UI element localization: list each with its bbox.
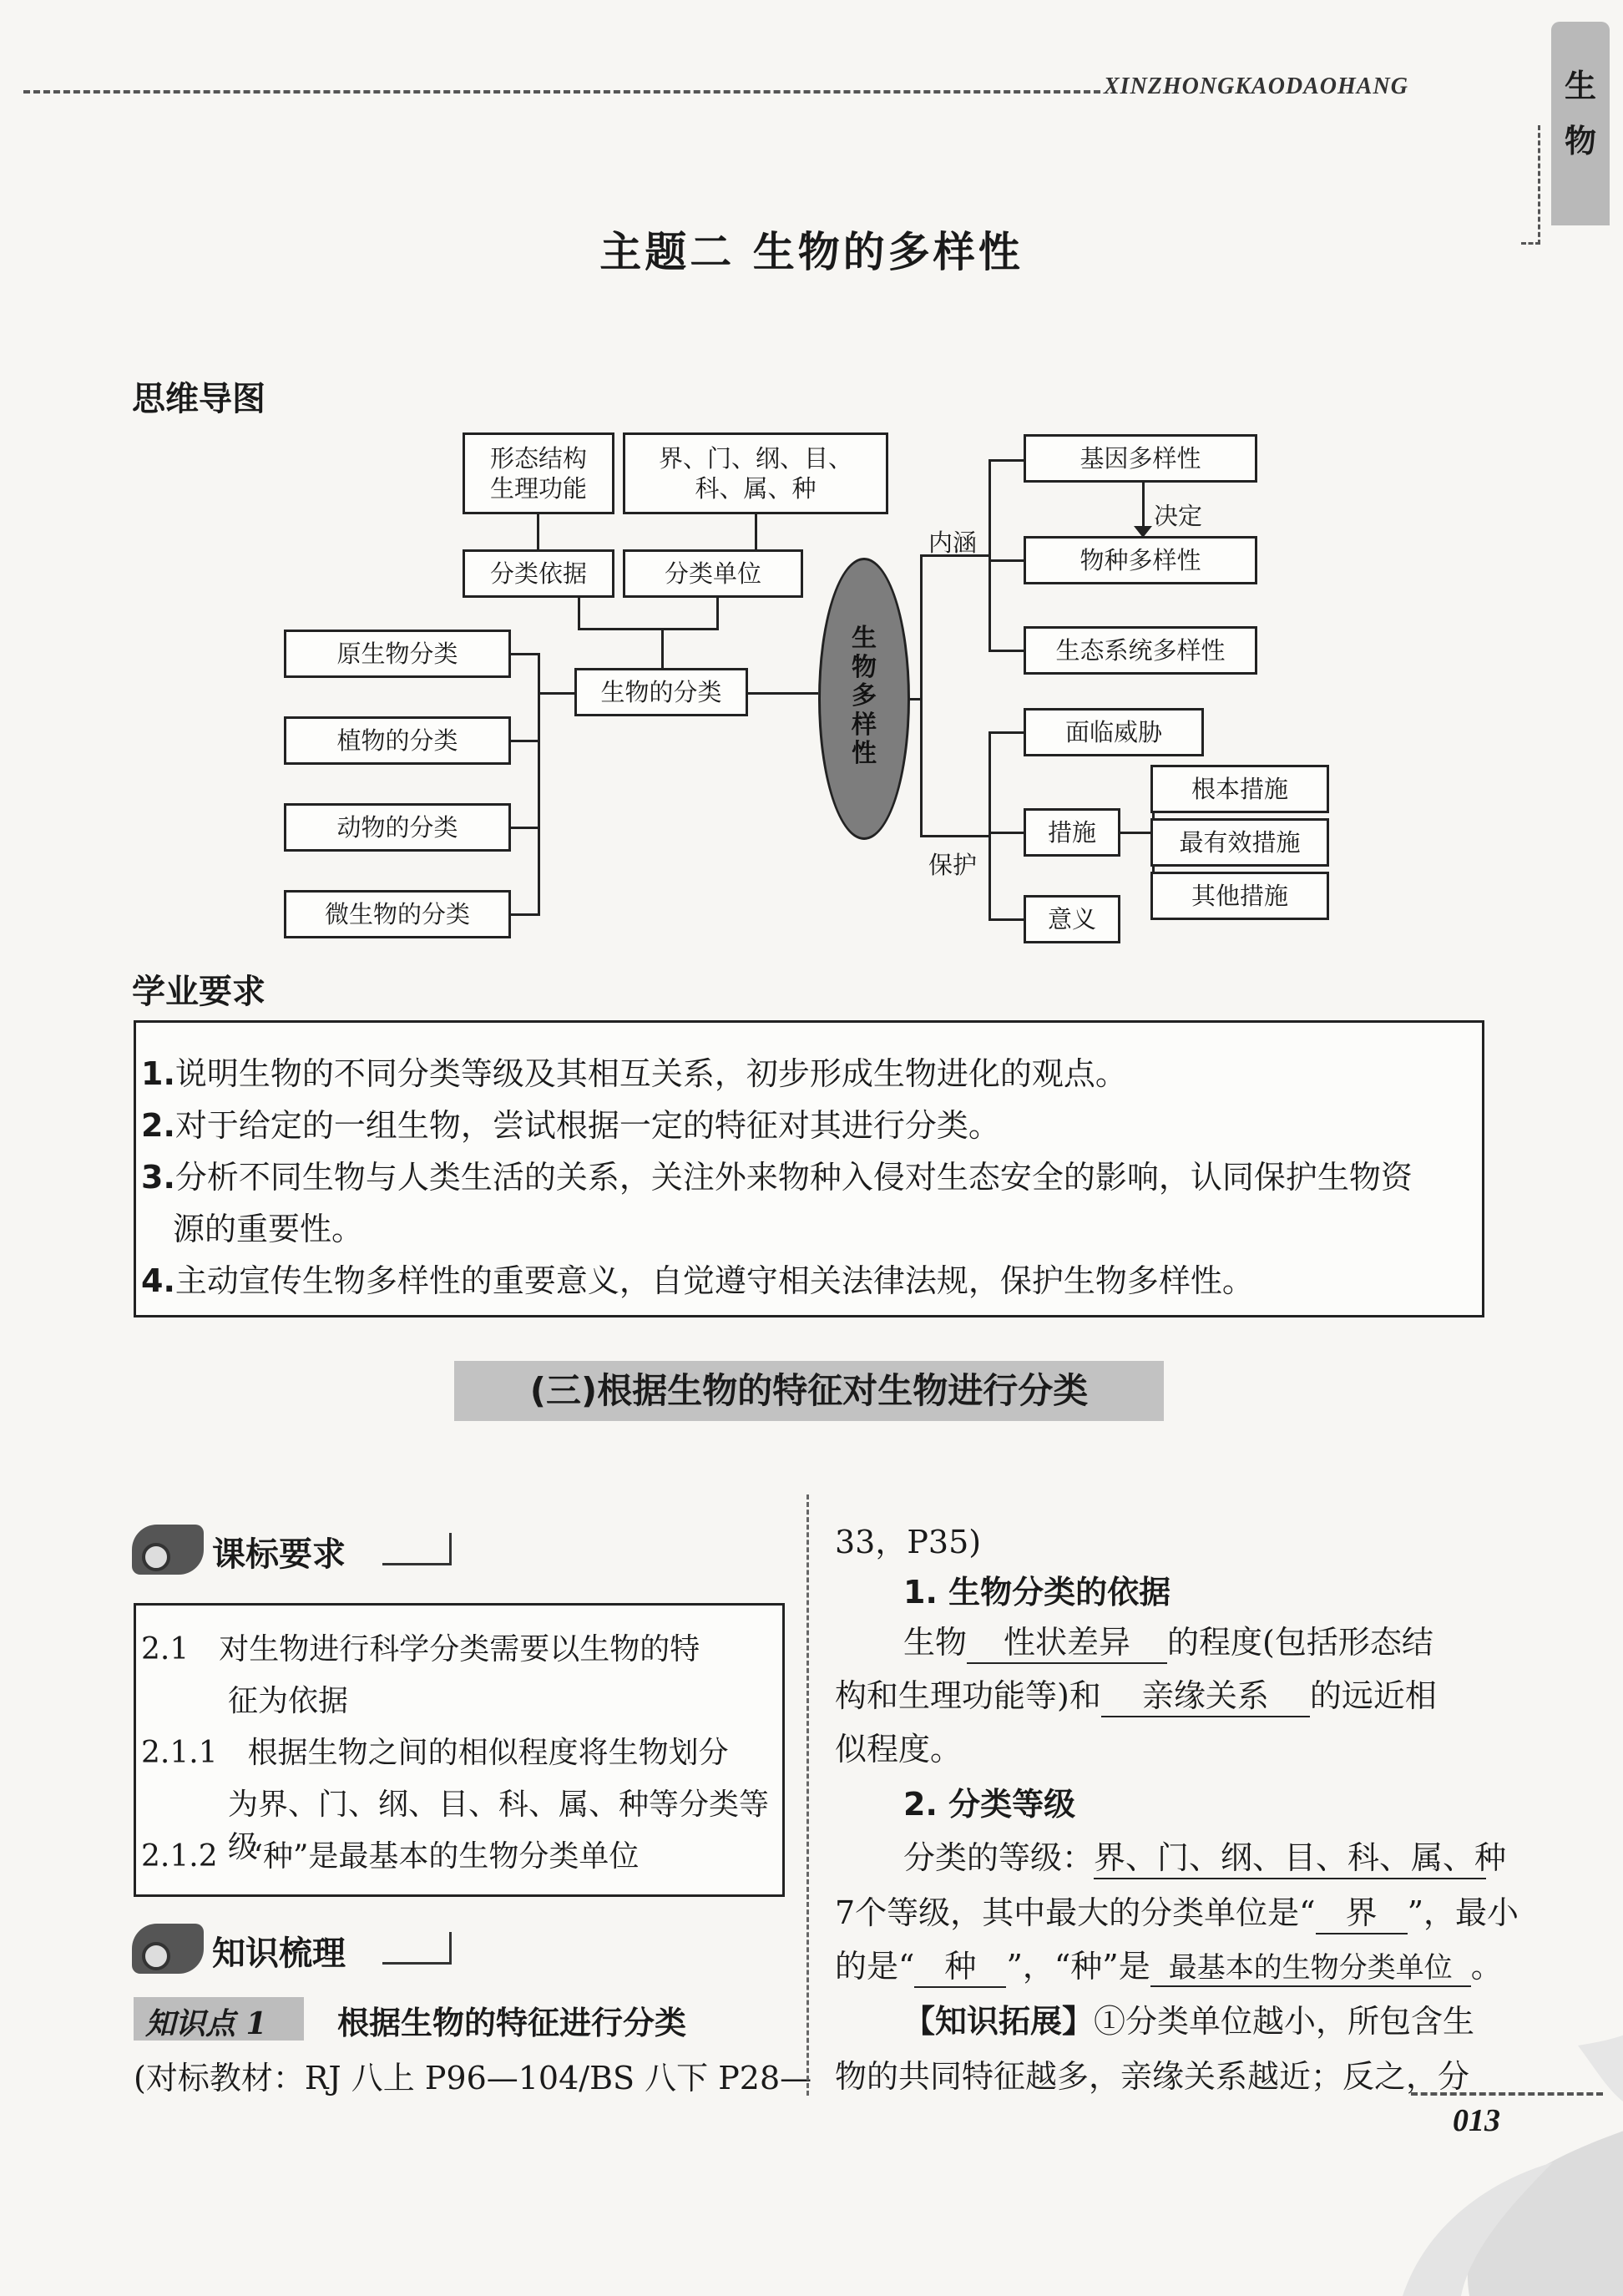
textbook-reference: (对标教材：RJ 八上 P96—104/BS 八下 P28— xyxy=(134,2060,812,2096)
header-pinyin: XINZHONGKAODAOHANG xyxy=(1104,73,1408,99)
box-most-effective-measure: 最有效措施 xyxy=(1150,818,1329,867)
requirement-2: 2.对于给定的一组生物，尝试根据一定的特征对其进行分类。 xyxy=(141,1107,1000,1144)
subject-tab xyxy=(1551,22,1610,225)
arrow-icon xyxy=(382,1932,452,1965)
box-basis-items: 形态结构 生理功能 xyxy=(463,432,614,514)
line-5: 7个等级，其中最大的分类单位是“ 界 ”，最小 xyxy=(835,1887,1519,1934)
box-left-item-4: 微生物的分类 xyxy=(284,890,511,938)
answer-largest-unit: 界 xyxy=(1316,1887,1408,1934)
mindmap-heading: 思维导图 xyxy=(132,380,265,418)
book-icon xyxy=(132,1525,204,1575)
page-number: 013 xyxy=(1453,2103,1500,2138)
line-7: 【知识拓展】①分类单位越小，所包含生 xyxy=(903,2003,1475,2040)
box-measures: 措施 xyxy=(1024,808,1120,857)
requirement-3: 3.分析不同生物与人类生活的关系，关注外来物种入侵对生态安全的影响，认同保护生物资 xyxy=(141,1159,1413,1196)
standard-2-1-1: 2.1.1 根据生物之间的相似程度将生物划分 xyxy=(141,1736,729,1770)
box-ecosystem-diversity: 生态系统多样性 xyxy=(1024,626,1257,675)
standard-2-1: 2.1 对生物进行科学分类需要以生物的特 xyxy=(141,1632,700,1666)
box-left-item-2: 植物的分类 xyxy=(284,716,511,765)
textbook-reference-cont: 33，P35) xyxy=(835,1524,982,1560)
knowledge-badge xyxy=(132,1924,466,1977)
standards-heading: 课标要求 xyxy=(212,1535,346,1574)
column-divider xyxy=(806,1494,809,2096)
subject-tab-char-1: 生 xyxy=(1564,68,1596,104)
standards-box xyxy=(134,1603,785,1897)
center-label xyxy=(818,625,910,769)
box-classification: 生物的分类 xyxy=(574,668,748,716)
line-4: 分类的等级：界、门、纲、目、科、属、种 xyxy=(903,1832,1486,1879)
label-decides: 决定 xyxy=(1154,502,1203,530)
requirement-1: 1.说明生物的不同分类等级及其相互关系，初步形成生物进化的观点。 xyxy=(141,1055,1127,1092)
knowledge-heading: 知识梳理 xyxy=(212,1934,346,1973)
heading-classification-basis: 1. 生物分类的依据 xyxy=(903,1574,1171,1611)
answer-levels: 界、门、纲、目、科、属、种 xyxy=(1094,1832,1486,1879)
standard-2-1-1-cont: 为界、门、纲、目、科、属、种等分类等级 xyxy=(228,1788,770,1864)
box-threat: 面临威胁 xyxy=(1024,708,1204,756)
answer-smallest-unit: 种 xyxy=(914,1940,1006,1988)
answer-kinship: 亲缘关系 xyxy=(1101,1670,1310,1717)
knowledge-point-label: 知识点 1 xyxy=(134,1997,304,2041)
center-label-chars: 生物多样性 xyxy=(852,624,877,768)
knowledge-point-title: 根据生物的特征进行分类 xyxy=(337,2005,687,2041)
label-connotation: 内涵 xyxy=(928,528,978,557)
line-6: 的是“ 种 ”，“种”是 最基本的生物分类单位 。 xyxy=(835,1940,1503,1988)
header-dashed-line xyxy=(23,90,1100,94)
line-1: 生物 性状差异 的程度(包括形态结 xyxy=(903,1616,1433,1664)
box-left-item-3: 动物的分类 xyxy=(284,803,511,852)
line-2: 构和生理功能等)和 亲缘关系 的远近相 xyxy=(835,1670,1437,1717)
requirement-4: 4.主动宣传生物多样性的重要意义，自觉遵守相关法律法规，保护生物多样性。 xyxy=(141,1262,1254,1299)
heading-classification-levels: 2. 分类等级 xyxy=(903,1786,1076,1823)
answer-basic-unit: 最基本的生物分类单位 xyxy=(1150,1945,1471,1987)
standard-2-1-cont: 征为依据 xyxy=(228,1684,349,1718)
box-gene-diversity: 基因多样性 xyxy=(1024,434,1257,483)
box-basis: 分类依据 xyxy=(463,549,614,598)
standards-badge xyxy=(132,1525,466,1578)
subject-tab-char-2: 物 xyxy=(1564,123,1596,159)
box-significance: 意义 xyxy=(1024,895,1120,943)
answer-trait-difference: 性状差异 xyxy=(967,1616,1167,1664)
box-unit-items: 界、门、纲、目、 科、属、种 xyxy=(623,432,888,514)
box-left-item-1: 原生物分类 xyxy=(284,630,511,678)
box-other-measures: 其他措施 xyxy=(1150,872,1329,920)
box-fundamental-measure: 根本措施 xyxy=(1150,765,1329,813)
requirements-box xyxy=(134,1020,1484,1317)
label-protect: 保护 xyxy=(928,851,978,879)
line-3: 似程度。 xyxy=(835,1731,963,1768)
arrow-icon xyxy=(382,1533,452,1565)
box-unit: 分类单位 xyxy=(623,549,803,598)
book-icon xyxy=(132,1924,204,1974)
requirements-heading: 学业要求 xyxy=(132,973,265,1011)
footer-dashed-line xyxy=(1411,2092,1603,2096)
page-title: 主题二 生物的多样性 xyxy=(599,228,1024,276)
line-8: 物的共同特征越多，亲缘关系越近；反之，分 xyxy=(835,2058,1470,2095)
box-species-diversity: 物种多样性 xyxy=(1024,536,1257,584)
section-banner: (三)根据生物的特征对生物进行分类 xyxy=(454,1361,1164,1421)
requirement-3-cont: 源的重要性。 xyxy=(173,1211,364,1247)
standard-2-1-2: 2.1.2 “种”是最基本的生物分类单位 xyxy=(141,1839,640,1874)
